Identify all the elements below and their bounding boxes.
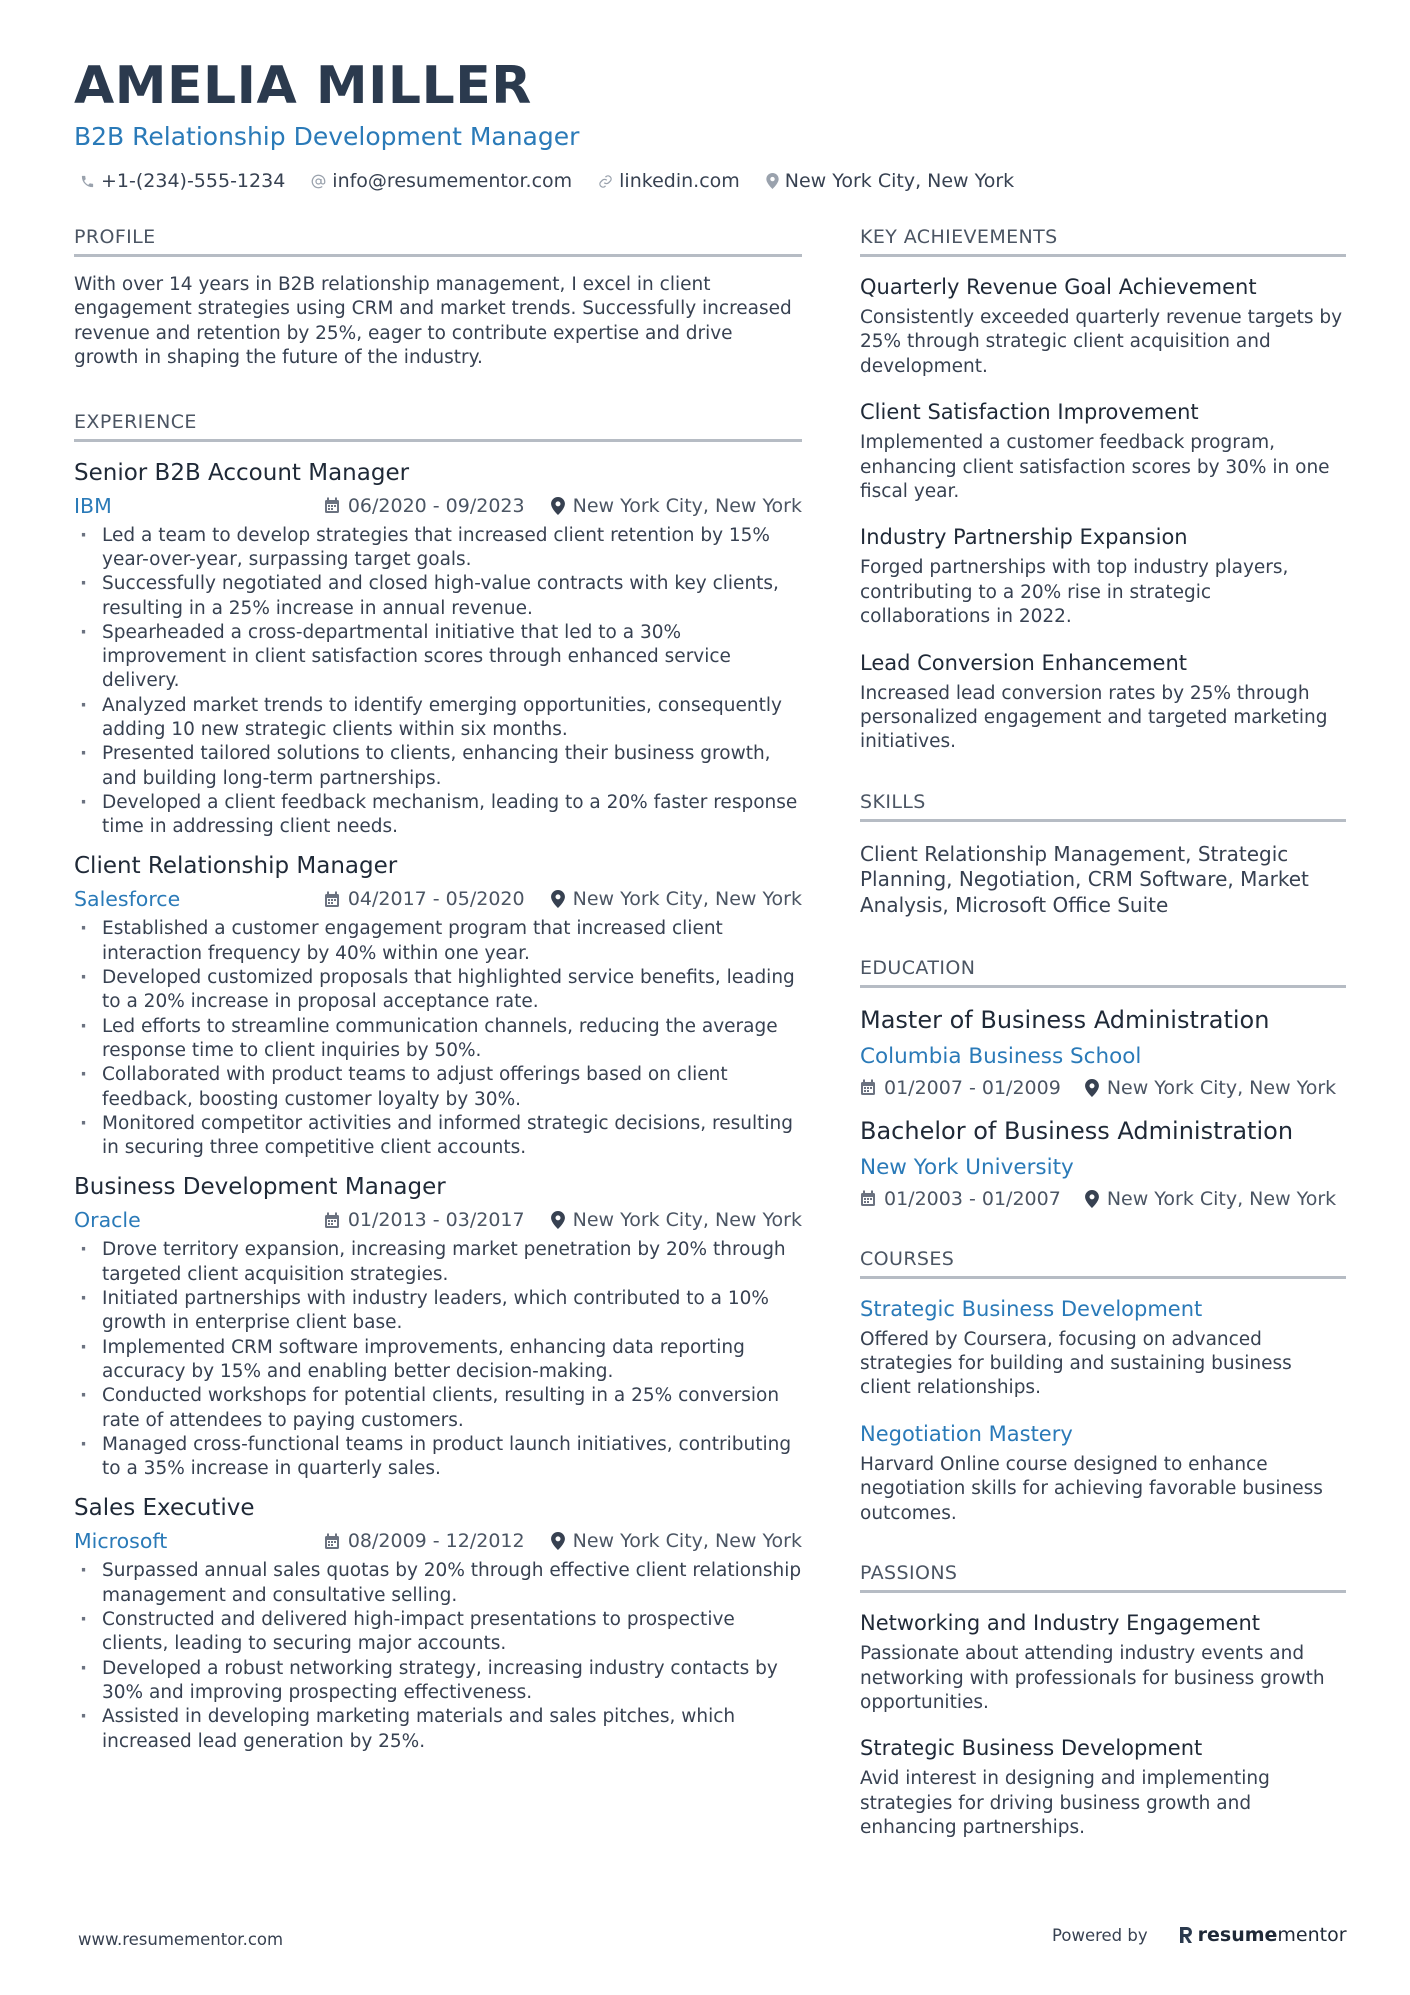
- job-dates-text: 04/2017 - 05/2020: [347, 888, 525, 911]
- job-bullet: · Initiated partnerships with industry leaders, which contributed to a 10% growth in enterprise client base.: [74, 1287, 802, 1336]
- achievement-text: Implemented a customer feedback program, enhancing client satisfaction scores by 30% in one fiscal year.: [860, 432, 1330, 503]
- phone-icon: [80, 174, 95, 189]
- skills-section: [860, 791, 1346, 919]
- calendar-icon: [324, 497, 340, 514]
- passion-item: [860, 1611, 1346, 1715]
- achievements-heading: KEY ACHIEVEMENTS: [860, 226, 1346, 257]
- job-bullet: · Developed a client feedback mechanism, leading to a 20% faster response time in addressing client needs.: [74, 791, 802, 840]
- job-bullet: · Analyzed market trends to identify emerging opportunities, consequently adding 10 new strategic clients within six months.: [74, 694, 802, 743]
- job-bullet: · Constructed and delivered high-impact presentations to prospective clients, leading to securing major accounts.: [74, 1608, 802, 1657]
- location-pin-icon: [551, 497, 565, 515]
- job-dates-text: 01/2013 - 03/2017: [347, 1209, 525, 1232]
- job-dates: [324, 1530, 525, 1552]
- skills-heading: SKILLS: [860, 791, 1346, 822]
- achievement-text: Increased lead conversion rates by 25% through personalized engagement and targeted marketing initiatives.: [860, 682, 1328, 753]
- location-pin-icon: [766, 173, 779, 189]
- calendar-icon: [324, 1212, 340, 1229]
- education-item: [860, 1006, 1346, 1099]
- location-text: New York City, New York: [784, 170, 1015, 192]
- courses-heading: COURSES: [860, 1248, 1346, 1279]
- profile-section: [74, 226, 802, 371]
- education-item: [860, 1117, 1346, 1210]
- left-column: [74, 226, 802, 1794]
- achievements-section: [860, 226, 1346, 755]
- education-degree: Master of Business Administration: [860, 1005, 1270, 1034]
- contact-bar: [80, 170, 1040, 192]
- courses-section: [860, 1248, 1346, 1526]
- contact-linkedin[interactable]: [598, 170, 740, 192]
- location-pin-icon: [551, 890, 565, 908]
- job-bullet: · Surpassed annual sales quotas by 20% through effective client relationship management and consultative selling.: [74, 1559, 802, 1608]
- right-column: [860, 226, 1346, 1881]
- job-meta: [74, 494, 802, 518]
- achievement-item: [860, 400, 1346, 504]
- brand-thin: mentor: [1277, 1924, 1347, 1946]
- calendar-icon: [324, 891, 340, 908]
- contact-email[interactable]: [311, 170, 572, 192]
- job-dates: [324, 1209, 525, 1231]
- candidate-title: B2B Relationship Development Manager: [74, 122, 580, 151]
- job-bullet: · Conducted workshops for potential clients, resulting in a 25% conversion rate of attendees to paying customers.: [74, 1384, 802, 1433]
- job-role: Client Relationship Manager: [74, 853, 398, 880]
- phone-text: +1-(234)-555-1234: [101, 170, 286, 192]
- job-bullets: [74, 1238, 802, 1481]
- job-meta-right: [324, 888, 802, 910]
- job-entry: [74, 1174, 802, 1481]
- education-dates: [860, 1188, 1061, 1210]
- education-dates: [860, 1077, 1061, 1099]
- profile-heading: PROFILE: [74, 226, 802, 257]
- course-text: Offered by Coursera, focusing on advanced strategies for building and sustaining business client relationships.: [860, 1328, 1292, 1399]
- job-bullet: · Managed cross-functional teams in product launch initiatives, contributing to a 35% increase in quarterly sales.: [74, 1433, 802, 1482]
- job-dates: [324, 888, 525, 910]
- experience-heading: EXPERIENCE: [74, 411, 802, 442]
- contact-location: [766, 170, 1014, 192]
- calendar-icon: [860, 1079, 876, 1096]
- link-icon: [598, 174, 613, 189]
- job-company: Oracle: [74, 1208, 141, 1233]
- email-text[interactable]: info@resumementor.com: [332, 170, 573, 192]
- job-bullet: · Developed a robust networking strategy, increasing industry contacts by 30% and improving prospecting effectiveness.: [74, 1657, 802, 1706]
- job-bullet: · Led a team to develop strategies that increased client retention by 15% year-over-year, surpassing target goals.: [74, 524, 802, 573]
- resumementor-logo-icon: [1178, 1926, 1194, 1944]
- at-icon: [311, 174, 326, 189]
- job-location-text: New York City, New York: [572, 1530, 802, 1553]
- course-title: Strategic Business Development: [860, 1296, 1203, 1321]
- education-heading: EDUCATION: [860, 957, 1346, 988]
- passion-text: Passionate about attending industry events and networking with professionals for business growth opportunities.: [860, 1643, 1325, 1713]
- course-item: [860, 1297, 1346, 1401]
- job-meta-right: [324, 1530, 802, 1552]
- passion-title: Networking and Industry Engagement: [860, 1611, 1261, 1636]
- education-school: Columbia Business School: [860, 1043, 1142, 1069]
- brand-bold: resume: [1197, 1924, 1278, 1946]
- candidate-name: AMELIA MILLER: [74, 56, 532, 116]
- experience-section: [74, 411, 802, 1754]
- job-location-text: New York City, New York: [572, 494, 802, 517]
- education-location: [1085, 1077, 1336, 1099]
- achievement-text: Forged partnerships with top industry players, contributing to a 20% rise in strategic collaborations in 2022.: [860, 557, 1289, 628]
- job-meta: [74, 1529, 802, 1553]
- job-bullet: · Collaborated with product teams to adjust offerings based on client feedback, boosting customer loyalty by 30%.: [74, 1063, 802, 1112]
- job-dates-text: 08/2009 - 12/2012: [347, 1530, 525, 1553]
- job-role: Senior B2B Account Manager: [74, 459, 410, 486]
- job-location: [551, 1209, 802, 1231]
- location-pin-icon: [1085, 1079, 1099, 1097]
- profile-text: With over 14 years in B2B relationship management, I excel in client engagement strategies using CRM and market trends. Successfully increased revenue and retention by 25%, eager to contribute expertise and drive growth in shaping the future of the industry.: [74, 274, 792, 369]
- achievement-title: Client Satisfaction Improvement: [860, 400, 1199, 425]
- passion-item: [860, 1736, 1346, 1840]
- education-dates-text: 01/2003 - 01/2007: [884, 1187, 1061, 1210]
- job-meta-right: [324, 1209, 802, 1231]
- job-location: [551, 888, 802, 910]
- footer-website[interactable]: www.resumementor.com: [78, 1930, 284, 1949]
- achievement-title: Quarterly Revenue Goal Achievement: [860, 275, 1257, 299]
- job-bullet: · Established a customer engagement program that increased client interaction frequency by 40% within one year.: [74, 917, 802, 966]
- job-bullet: · Monitored competitor activities and informed strategic decisions, resulting in securing three competitive client accounts.: [74, 1112, 802, 1161]
- education-meta: [860, 1077, 1346, 1099]
- passions-heading: PASSIONS: [860, 1562, 1346, 1593]
- job-location: [551, 495, 802, 517]
- education-location-text: New York City, New York: [1106, 1187, 1337, 1210]
- contact-phone: [80, 170, 285, 192]
- education-dates-text: 01/2007 - 01/2009: [884, 1076, 1061, 1099]
- job-bullet: · Drove territory expansion, increasing market penetration by 20% through targeted client acquisition strategies.: [74, 1238, 802, 1287]
- job-bullet: · Led efforts to streamline communication channels, reducing the average response time to client inquiries by 50%.: [74, 1015, 802, 1064]
- job-meta: [74, 1208, 802, 1232]
- passion-text: Avid interest in designing and implementing strategies for driving business growth and enhancing partnerships.: [860, 1768, 1270, 1839]
- achievement-title: Industry Partnership Expansion: [860, 525, 1188, 550]
- job-location: [551, 1530, 802, 1552]
- education-location-text: New York City, New York: [1106, 1076, 1337, 1099]
- calendar-icon: [860, 1190, 876, 1207]
- job-location-text: New York City, New York: [572, 888, 802, 911]
- achievement-item: [860, 525, 1346, 629]
- job-meta-right: [324, 495, 802, 517]
- job-company: IBM: [74, 493, 112, 518]
- job-location-text: New York City, New York: [572, 1209, 802, 1232]
- linkedin-text[interactable]: linkedin.com: [619, 170, 740, 192]
- powered-by-label: Powered by: [1052, 1925, 1148, 1945]
- location-pin-icon: [551, 1532, 565, 1550]
- course-text: Harvard Online course designed to enhance negotiation skills for achieving favorable business outcomes.: [860, 1453, 1323, 1524]
- job-entry: [74, 853, 802, 1160]
- job-role: Sales Executive: [74, 1495, 255, 1522]
- job-bullet: · Developed customized proposals that highlighted service benefits, leading to a 20% increase in proposal acceptance rate.: [74, 966, 802, 1015]
- job-bullet: · Assisted in developing marketing materials and sales pitches, which increased lead generation by 25%.: [74, 1705, 802, 1754]
- brand-logo[interactable]: [1178, 1924, 1347, 1946]
- achievement-item: [860, 651, 1346, 755]
- job-dates-text: 06/2020 - 09/2023: [347, 494, 525, 517]
- job-bullet: · Spearheaded a cross-departmental initiative that led to a 30% improvement in client satisfaction scores through enhanced service delivery.: [74, 621, 802, 694]
- skills-text: Client Relationship Management, Strategic Planning, Negotiation, CRM Software, Market Analysis, Microsoft Office Suite: [860, 841, 1309, 918]
- job-bullets: [74, 917, 802, 1160]
- achievement-item: [860, 275, 1346, 379]
- job-entry: [74, 1495, 802, 1753]
- education-meta: [860, 1188, 1346, 1210]
- passion-title: Strategic Business Development: [860, 1736, 1203, 1761]
- job-bullet: · Presented tailored solutions to clients, enhancing their business growth, and building long-term partnerships.: [74, 742, 802, 791]
- education-section: [860, 957, 1346, 1210]
- job-bullet: · Implemented CRM software improvements, enhancing data reporting accuracy by 15% and enabling better decision-making.: [74, 1336, 802, 1385]
- course-title: Negotiation Mastery: [860, 1421, 1073, 1446]
- job-bullets: [74, 1559, 802, 1753]
- location-pin-icon: [551, 1211, 565, 1229]
- passions-section: [860, 1562, 1346, 1840]
- location-pin-icon: [1085, 1190, 1099, 1208]
- achievement-title: Lead Conversion Enhancement: [860, 650, 1187, 675]
- calendar-icon: [324, 1533, 340, 1550]
- education-school: New York University: [860, 1154, 1074, 1180]
- job-company: Microsoft: [74, 1529, 168, 1554]
- job-entry: [74, 460, 802, 840]
- job-bullet: · Successfully negotiated and closed high-value contracts with key clients, resulting in a 25% increase in annual revenue.: [74, 572, 802, 621]
- education-location: [1085, 1188, 1336, 1210]
- footer-powered-by: [1052, 1924, 1347, 1946]
- course-item: [860, 1422, 1346, 1526]
- job-role: Business Development Manager: [74, 1174, 446, 1201]
- job-bullets: [74, 524, 802, 840]
- achievement-text: Consistently exceeded quarterly revenue targets by 25% through strategic client acquisition and development.: [860, 307, 1343, 377]
- job-company: Salesforce: [74, 887, 181, 912]
- job-meta: [74, 887, 802, 911]
- education-degree: Bachelor of Business Administration: [860, 1116, 1294, 1145]
- job-dates: [324, 495, 525, 517]
